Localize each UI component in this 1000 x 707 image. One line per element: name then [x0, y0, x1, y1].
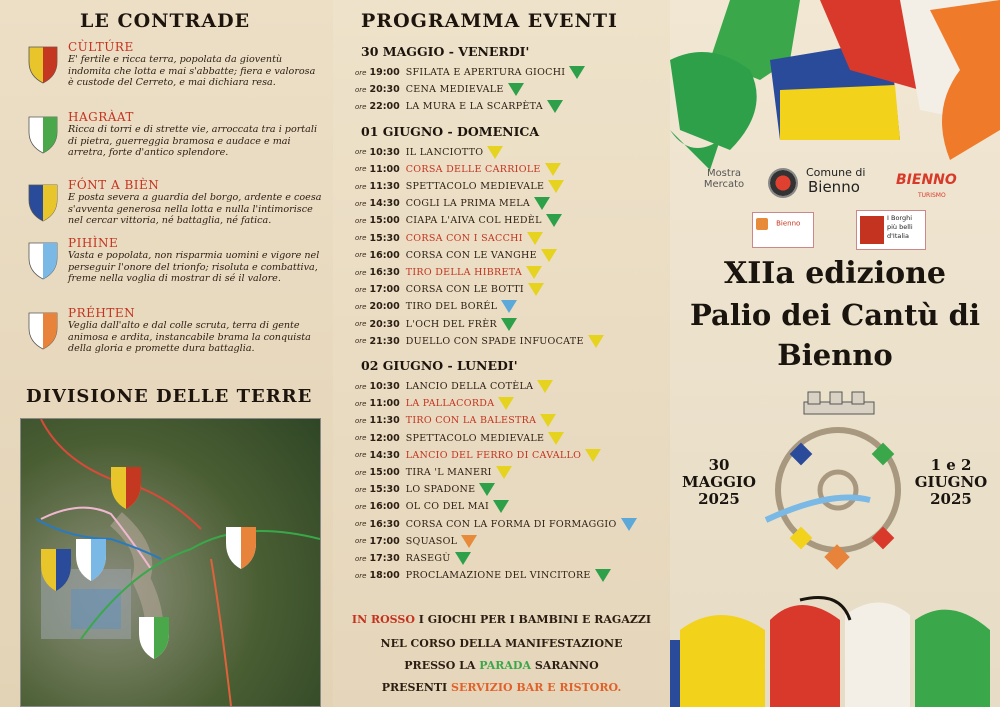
date-right-month: GIUGNO — [914, 473, 988, 491]
event-row — [355, 264, 542, 281]
event-name: CORSA CON LE VANGHE — [405, 249, 537, 261]
event-time: 16:30 — [369, 267, 400, 278]
event-ore: ore — [355, 68, 367, 77]
event-name: LANCIO DELLA COTÈLA — [405, 381, 534, 392]
contrada-desc: E' fertile e ricca terra, popolata da gioventù indomita che lotta e mai s'abbatte; fiera e valorosa è custode del Cerreto, e mai dichiara resa. — [68, 54, 316, 89]
event-name: TIRO CON LA BALESTRA — [405, 415, 537, 427]
event-time: 20:30 — [369, 318, 400, 330]
badge-bienno-label: Bienno — [776, 219, 801, 228]
panel-cover — [670, 0, 1000, 707]
triangle-marker-icon — [540, 414, 556, 427]
event-time: 16:00 — [369, 249, 400, 261]
map-svg — [21, 419, 320, 706]
event-time: 18:00 — [369, 570, 400, 582]
event-name: LO SPADONE — [405, 484, 476, 496]
event-name: CORSA CON I SACCHI — [405, 232, 523, 244]
event-ore: ore — [355, 337, 367, 346]
event-ore: ore — [355, 285, 367, 294]
shield-icon — [28, 312, 58, 350]
triangle-marker-icon — [588, 335, 604, 348]
event-row — [355, 412, 556, 429]
logo-turismo: TURISMO — [918, 192, 946, 199]
note-line-3b: SARANNO — [531, 659, 599, 672]
event-time: 20:30 — [369, 84, 400, 96]
event-row — [355, 516, 637, 533]
day-heading: 01 GIUGNO - DOMENICA — [361, 123, 540, 139]
event-time: 14:30 — [369, 449, 400, 461]
event-time: 15:00 — [369, 467, 400, 478]
panel-programma — [333, 0, 670, 707]
borghi-2: più belli — [887, 223, 913, 231]
contrada-item — [22, 40, 322, 89]
triangle-marker-icon — [493, 500, 509, 513]
event-row — [355, 81, 524, 98]
legend-note — [333, 613, 670, 626]
event-row — [355, 316, 517, 333]
event-row — [355, 247, 557, 264]
triangle-marker-icon — [508, 83, 524, 96]
note-red: IN ROSSO — [351, 613, 415, 626]
event-row — [355, 144, 503, 161]
event-ore: ore — [355, 234, 367, 243]
event-time: 17:00 — [369, 284, 400, 296]
event-ore: ore — [355, 302, 367, 311]
event-row — [355, 64, 585, 81]
contrada-name: PIHÌNE — [68, 236, 119, 250]
contrada-desc: Veglia dall'alto e dal colle scruta, terra di gente animosa e ardita, instancabile brama la conquista della gloria e promette dura battaglia. — [68, 320, 311, 355]
event-ore: ore — [355, 502, 367, 511]
event-name: TIRO DEL BORÉL — [405, 301, 498, 313]
triangle-marker-icon — [548, 432, 564, 445]
event-name: LA MURA E LA SCARPÈTA — [405, 101, 543, 113]
date-left-day: 30 — [708, 456, 730, 474]
event-time: 15:30 — [369, 484, 400, 496]
contrada-item — [22, 236, 322, 285]
event-ore: ore — [355, 554, 367, 563]
panel-contrade — [0, 0, 333, 707]
cover-title-bienno: Bienno — [777, 338, 893, 372]
shield-icon — [28, 242, 58, 280]
event-name: CORSA CON LA FORMA DI FORMAGGIO — [405, 518, 617, 530]
event-name: PROCLAMAZIONE DEL VINCITORE — [405, 570, 591, 582]
date-right-day: 1 e 2 — [930, 456, 972, 474]
note-line-4a: PRESENTI — [381, 681, 452, 694]
event-ore: ore — [355, 251, 367, 260]
badge-icon — [756, 218, 768, 230]
event-name: L'OCH DEL FRÈR — [405, 318, 497, 330]
triangle-marker-icon — [547, 100, 563, 113]
event-row — [355, 498, 509, 515]
triangle-marker-icon — [461, 535, 477, 548]
event-ore: ore — [355, 537, 367, 546]
cover-title-edizione: XIIa edizione — [723, 256, 947, 291]
date-left — [676, 457, 762, 508]
event-time: 19:00 — [369, 67, 400, 78]
event-time: 11:30 — [369, 181, 400, 192]
contrada-item — [22, 110, 322, 159]
event-row — [355, 481, 495, 498]
logo-mostra-1: Mostra — [706, 168, 742, 179]
logo-comune-di: Comune di — [806, 166, 866, 179]
triangle-marker-icon — [545, 163, 561, 176]
triangle-marker-icon — [528, 283, 544, 296]
day-heading: 02 GIUGNO - LUNEDI' — [361, 358, 518, 373]
contrada-desc: Vasta e popolata, non risparmia uomini e vigore nel perseguir l'onore del trionfo; risoluta e combattiva, freme nella voglia di mostrar di sé il valore. — [68, 250, 320, 285]
event-row — [355, 464, 512, 481]
event-ore: ore — [355, 320, 367, 329]
triangle-marker-icon — [595, 569, 611, 582]
event-ore: ore — [355, 199, 367, 208]
event-row — [355, 533, 477, 550]
event-name: CIAPA L'AIVA COL HEDÈL — [405, 215, 542, 227]
badge-borghi — [856, 210, 926, 250]
event-ore: ore — [355, 571, 367, 580]
event-row — [355, 230, 543, 247]
event-ore: ore — [355, 165, 367, 174]
event-time: 22:00 — [369, 101, 400, 113]
event-row — [355, 550, 471, 567]
note-line-3 — [333, 659, 670, 672]
event-time: 21:30 — [369, 335, 400, 347]
event-row — [355, 430, 564, 447]
event-ore: ore — [355, 434, 367, 443]
contrade-title: LE CONTRADE — [80, 10, 251, 32]
shield-icon — [28, 46, 58, 84]
event-name: TIRO DELLA HIBRETA — [405, 267, 523, 278]
event-ore: ore — [355, 268, 367, 277]
event-time: 17:30 — [369, 553, 400, 564]
event-row — [355, 333, 604, 350]
triangle-marker-icon — [496, 466, 512, 479]
triangle-marker-icon — [498, 397, 514, 410]
event-row — [355, 447, 601, 464]
event-name: RASEGÙ — [405, 553, 451, 564]
triangle-marker-icon — [501, 318, 517, 331]
day-heading: 30 MAGGIO - VENERDI' — [361, 44, 530, 59]
contrada-desc: E posta severa a guardia del borgo, ardente e coesa s'avventa generosa nella lotta e nulla l'intimorisce nel cercar vittoria, né battaglia, né fatica. — [68, 192, 322, 227]
event-row — [355, 298, 517, 315]
event-name: TIRA 'L MANERI — [405, 467, 492, 478]
event-name: CORSA CON LE BOTTI — [405, 284, 524, 296]
castle-wheel-icon — [766, 392, 898, 570]
note-parada: PARADA — [479, 659, 532, 672]
event-time: 16:00 — [369, 501, 400, 513]
event-ore: ore — [355, 102, 367, 111]
territory-map — [20, 418, 321, 707]
triangle-marker-icon — [548, 180, 564, 193]
event-name: LANCIO DEL FERRO DI CAVALLO — [405, 449, 582, 461]
triangle-marker-icon — [621, 518, 637, 531]
shield-icon — [28, 184, 58, 222]
triangle-marker-icon — [585, 449, 601, 462]
contrada-name: PRÉHTEN — [68, 306, 136, 320]
triangle-marker-icon — [541, 249, 557, 262]
event-time: 11:00 — [369, 163, 400, 175]
logo-mostra-mercato — [688, 168, 760, 190]
contrada-desc: Ricca di torri e di strette vie, arroccata tra i portali di pietra, guerreggia bramosa e audace e mai arretra, forte d'antico splendore. — [68, 124, 318, 159]
triangle-marker-icon — [569, 66, 585, 79]
date-right — [906, 457, 996, 508]
event-name: DUELLO CON SPADE INFUOCATE — [405, 335, 584, 347]
event-name: SPETTACOLO MEDIEVALE — [405, 181, 545, 192]
event-ore: ore — [355, 416, 367, 425]
event-time: 15:30 — [369, 232, 400, 244]
shield-icon — [28, 116, 58, 154]
event-ore: ore — [355, 520, 367, 529]
event-ore: ore — [355, 148, 367, 157]
programma-title: PROGRAMMA EVENTI — [361, 10, 618, 32]
note-line-3a: PRESSO LA — [404, 659, 480, 672]
event-row — [355, 98, 563, 115]
event-time: 14:30 — [369, 198, 400, 210]
triangle-marker-icon — [537, 380, 553, 393]
borghi-1: I Borghi — [887, 214, 913, 222]
event-time: 16:30 — [369, 518, 400, 530]
event-time: 15:00 — [369, 215, 400, 227]
event-row — [355, 378, 553, 395]
event-time: 10:30 — [369, 381, 400, 392]
event-ore: ore — [355, 451, 367, 460]
event-name: SPETTACOLO MEDIEVALE — [405, 432, 545, 444]
contrada-name: CÙLTÚRE — [68, 40, 134, 54]
divisione-title: DIVISIONE DELLE TERRE — [26, 386, 313, 407]
event-name: IL LANCIOTTO — [405, 146, 484, 158]
event-row — [355, 161, 561, 178]
borghi-text — [887, 214, 913, 241]
event-time: 10:30 — [369, 146, 400, 158]
event-row — [355, 178, 564, 195]
event-time: 11:00 — [369, 398, 400, 410]
triangle-marker-icon — [546, 214, 562, 227]
triangle-marker-icon — [487, 146, 503, 159]
event-row — [355, 281, 544, 298]
event-name: OL CO DEL MAI — [405, 501, 490, 513]
triangle-marker-icon — [526, 266, 542, 279]
event-ore: ore — [355, 485, 367, 494]
event-time: 11:30 — [369, 415, 400, 427]
gear-icon — [768, 168, 798, 198]
event-time: 12:00 — [369, 432, 400, 444]
contrada-item — [22, 306, 322, 355]
event-name: CORSA DELLE CARRIOLE — [405, 163, 541, 175]
logo-bienno-turismo: BIENNO — [896, 172, 957, 188]
event-row — [355, 395, 514, 412]
event-ore: ore — [355, 85, 367, 94]
event-ore: ore — [355, 399, 367, 408]
note-servizio: SERVIZIO BAR E RISTORO. — [451, 681, 622, 694]
event-name: SQUASOL — [405, 535, 458, 547]
event-name: LA PALLACORDA — [405, 398, 495, 410]
event-row — [355, 195, 550, 212]
contrada-name: FÓNT A BIÈN — [68, 178, 160, 192]
date-left-month: MAGGIO — [682, 473, 756, 491]
cover-title-palio: Palio dei Cantù di — [690, 298, 980, 332]
event-ore: ore — [355, 382, 367, 391]
triangle-marker-icon — [455, 552, 471, 565]
logo-mostra-2: Mercato — [703, 179, 745, 190]
event-name: CENA MEDIEVALE — [405, 84, 504, 96]
note-line-4 — [333, 681, 670, 694]
event-ore: ore — [355, 182, 367, 191]
event-ore: ore — [355, 216, 367, 225]
note-line-2: NEL CORSO DELLA MANIFESTAZIONE — [380, 637, 623, 650]
contrada-name: HAGRÀAT — [68, 110, 134, 124]
triangle-marker-icon — [527, 232, 543, 245]
contrada-item — [22, 178, 322, 227]
triangle-marker-icon — [479, 483, 495, 496]
borghi-castle-icon — [860, 216, 884, 244]
note-rest: I GIOCHI PER I BAMBINI E RAGAZZI — [414, 613, 652, 626]
logo-comune-bienno: Bienno — [808, 178, 860, 196]
date-left-year: 2025 — [698, 490, 740, 508]
borghi-3: d'Italia — [887, 232, 909, 240]
event-name: COGLI LA PRIMA MELA — [405, 198, 531, 210]
event-time: 17:00 — [369, 535, 400, 547]
date-right-year: 2025 — [930, 490, 972, 508]
badge-bienno — [752, 212, 814, 248]
triangle-marker-icon — [534, 197, 550, 210]
triangle-marker-icon — [501, 300, 517, 313]
event-ore: ore — [355, 468, 367, 477]
event-time: 20:00 — [369, 301, 400, 313]
event-row — [355, 567, 611, 584]
event-row — [355, 212, 562, 229]
event-name: SFILATA E APERTURA GIOCHI — [405, 67, 566, 78]
